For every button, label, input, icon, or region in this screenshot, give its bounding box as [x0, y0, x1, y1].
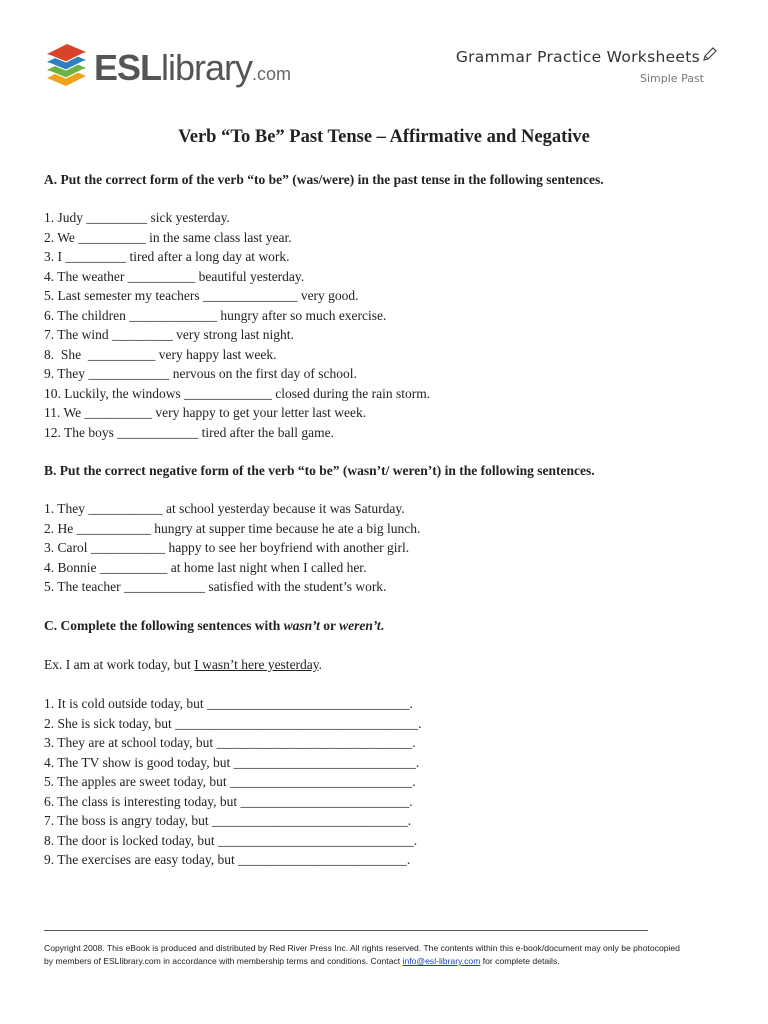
exercise-item: 6. The class is interesting today, but _________________________. — [44, 793, 413, 809]
section-c-list — [44, 694, 422, 870]
example-answer: I wasn’t here yesterday — [194, 657, 319, 672]
exercise-item: 9. The exercises are easy today, but _________________________. — [44, 852, 411, 867]
section-b-list — [44, 499, 420, 597]
logo-com: .com — [252, 64, 292, 84]
exercise-item: 9. They ____________ nervous on the first day of school. — [44, 366, 357, 381]
section-c-instruction-text: C. Complete the following sentences with — [44, 618, 284, 633]
exercise-item: 4. Bonnie __________ at home last night when I called her. — [44, 559, 367, 575]
series-title — [456, 46, 718, 66]
section-c-instruction-end: . — [380, 618, 384, 633]
exercise-item: 3. I _________ tired after a long day at work. — [44, 249, 290, 264]
section-c-word-wasnt: wasn’t — [283, 618, 320, 633]
exercise-item: 5. Last semester my teachers ______________ very good. — [44, 288, 359, 303]
exercise-item: 1. They ___________ at school yesterday because it was Saturday. — [44, 501, 405, 516]
logo-esl: ESL — [94, 47, 162, 88]
exercise-item: 2. We __________ in the same class last year. — [44, 229, 292, 245]
footer-divider — [44, 930, 648, 931]
exercise-item: 1. It is cold outside today, but ______________________________. — [44, 696, 413, 711]
exercise-item: 11. We __________ very happy to get your letter last week. — [44, 405, 367, 420]
exercise-item: 2. She is sick today, but ____________________________________. — [44, 715, 422, 731]
exercise-item: 8. She __________ very happy last week. — [44, 346, 277, 362]
exercise-item: 7. The wind _________ very strong last night. — [44, 327, 294, 342]
footer-text-end: for complete details. — [480, 956, 560, 966]
header-right — [456, 46, 718, 85]
exercise-item: 5. The apples are sweet today, but ___________________________. — [44, 774, 416, 789]
series-title-text: Grammar Practice Worksheets — [455, 48, 700, 66]
contact-email-link[interactable]: info@esl-library.com — [402, 956, 481, 966]
exercise-item: 1. Judy _________ sick yesterday. — [44, 210, 230, 225]
section-a-list — [44, 208, 430, 442]
pencil-icon — [702, 46, 718, 66]
exercise-item: 4. The weather __________ beautiful yesterday. — [44, 268, 305, 284]
footer-text: Copyright 2008. This eBook is produced and distributed by Red River Press Inc. All rights reserved. The contents within this e-book/document may only be photocopied by members of ESLlibrary.com in accordance with membership terms and conditions. Contact — [44, 943, 680, 966]
exercise-item: 5. The teacher ____________ satisfied with the student’s work. — [44, 579, 387, 594]
worksheet-title: Verb “To Be” Past Tense – Affirmative and Negative — [178, 127, 590, 147]
section-c-instruction — [44, 618, 384, 634]
section-c-instruction-or: or — [319, 618, 340, 633]
section-a-instruction: A. Put the correct form of the verb “to be” (was/were) in the past tense in the following sentences. — [44, 172, 604, 187]
exercise-item: 8. The door is locked today, but _____________________________. — [44, 832, 418, 848]
book-stack-icon — [44, 44, 90, 90]
section-c-word-werent: weren’t — [339, 618, 381, 633]
logo-wordmark — [94, 48, 291, 94]
esl-library-logo — [44, 44, 292, 92]
exercise-item: 12. The boys ____________ tired after the ball game. — [44, 424, 334, 440]
exercise-item: 3. Carol ___________ happy to see her boyfriend with another girl. — [44, 540, 410, 555]
exercise-item: 10. Luckily, the windows _____________ closed during the rain storm. — [44, 385, 431, 401]
topic-label: Simple Past — [640, 72, 704, 85]
copyright-footer — [44, 942, 684, 968]
exercise-item: 6. The children _____________ hungry after so much exercise. — [44, 307, 387, 323]
exercise-item: 7. The boss is angry today, but _____________________________. — [44, 813, 412, 828]
logo-library: library — [161, 47, 253, 88]
exercise-item: 3. They are at school today, but _____________________________. — [44, 735, 416, 750]
section-c-example — [44, 655, 322, 675]
example-end: . — [318, 657, 323, 672]
exercise-item: 2. He ___________ hungry at supper time because he ate a big lunch. — [44, 520, 421, 536]
example-prefix: Ex. I am at work today, but — [44, 657, 195, 672]
section-b-instruction: B. Put the correct negative form of the verb “to be” (wasn’t/ weren’t) in the following sentences. — [44, 463, 595, 478]
exercise-item: 4. The TV show is good today, but ___________________________. — [44, 754, 420, 770]
